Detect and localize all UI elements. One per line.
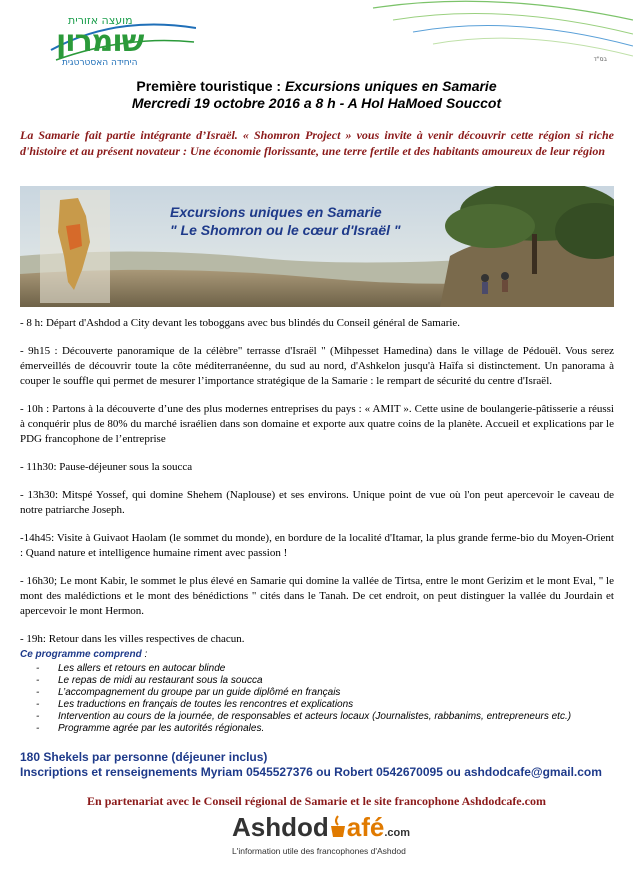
logo-part-ashdod: Ashdod [232,812,329,842]
ashdodcafe-wordmark [232,812,410,843]
contact-line: Inscriptions et renseignements Myriam 0545527376 ou Robert 0542670095 ou ashdodcafe@gmail.com [20,765,602,779]
list-item: - Intervention au cours de la journée, de responsables et acteurs locaux (Journalistes, rabbanims, entrepreneurs etc.) [20,711,614,723]
price-contact [20,750,602,780]
logo-part-cafe: afé [346,812,385,842]
title-italic: Excursions uniques en Samarie [284,78,497,94]
logo-part-com: .com [384,827,411,839]
banner-title-line1: Excursions uniques en Samarie [170,204,382,220]
includes-list [20,663,614,735]
coffee-cup-icon [329,815,347,839]
program-item: - 13h30: Mitspé Yossef, qui domine Shehem (Naplouse) et ses environs. Unique point de vue où l'on peut apercevoir le caveau de notre patriarche Joseph. [20,489,614,516]
shomron-logo [46,14,196,74]
list-item: - Le repas de midi au restaurant sous la soucca [20,675,614,687]
banner-title-line2: " Le Shomron ou le cœur d'Israël " [170,222,401,238]
program-item: -14h45: Visite à Guivaot Haolam (le sommet du monde), en bordure de la localité d'Itamar, la plus grande ferme-bio du Moyen-Orient : Quand nature et intelligence humaine riment avec passion ! [20,532,614,559]
program-item: - 16h30; Le mont Kabir, le sommet le plus élevé en Samarie qui domine la vallée de Tirtsa, entre le mont Gerizim et le mont Eval, " le mont des malédictions et le mont des bénédictions " cités dans le Tanah. De cet endroit, on peut distinguer la vallée du Jourdain et apercevoir le mont Hermon. [20,575,614,617]
list-item: - Les allers et retours en autocar blinde [20,663,614,675]
program-item: - 10h : Partons à la découverte d’une des plus modernes entreprises du pays : « AMIT ». Cette usine de boulangerie-pâtisserie a réussi à conquérir plus de 80% du marché israélien dans son domaine et exporte aux quatre coins de la planète. Accueil et explications par le PDG francophone de l’entreprise [20,403,614,445]
includes-heading-suffix: : [141,649,148,660]
list-item: - Programme agrée par les autorités régionales. [20,723,614,735]
logo-subtitle: היחידה האסטרטגית [62,58,138,68]
banner-image [20,186,614,307]
program-item: - 8 h: Départ d'Ashdod a City devant les toboggans avec bus blindés du Conseil général de Samarie. [20,317,461,329]
logo-line1: מועצה אזורית [68,14,133,27]
partnership-note: En partenariat avec le Conseil régional de Samarie et le site francophone Ashdodcafe.com [87,794,546,808]
list-item: - Les traductions en français de toutes les rencontres et explications [20,699,614,711]
event-date: Mercredi 19 octobre 2016 a 8 h - A Hol HaMoed Souccot [131,95,502,111]
includes-heading: Ce programme comprend [20,649,142,660]
program-item: - 11h30: Pause-déjeuner sous la soucca [20,461,193,473]
program-schedule [20,316,614,660]
bsd-mark: בס"ד [593,56,607,63]
program-item: - 19h: Retour dans les villes respectives de chacun. [20,633,245,645]
title-bold: Première touristique : [136,78,285,94]
ashdodcafe-logo [232,812,412,862]
program-item: - 9h15 : Découverte panoramique de la célèbre" terrasse d'Israël " (Mihpesset Hamedina) dans le village de Pédouël. Vous serez émerveillés de découvrir toute la côte méditerranéenne, du sud au nord, d'Ashkelon jusqu'à Haïfa si distinctement. Un panorama à couper le souffle qui permet de mesurer l’importance stratégique de la Samarie : le rempart de sécurité du centre d'Israël. [20,345,614,387]
intro-paragraph: La Samarie fait partie intégrante d’Israël. « Shomron Project » vous invite à venir découvrir cette région si riche d'histoire et au présent novateur : Une économie florissante, une terre fertile et des habitants amoureux de leur région [20,128,614,158]
program-includes [20,649,614,735]
price-line: 180 Shekels par personne (déjeuner inclus) [20,750,268,764]
decorative-swoosh [333,0,633,60]
page-title [0,78,633,94]
logo-main-text: שומרון [56,24,144,59]
ashdodcafe-tagline: L'information utile des francophones d'Ashdod [232,846,406,856]
list-item: - L’accompagnement du groupe par un guide diplômé en français [20,687,614,699]
